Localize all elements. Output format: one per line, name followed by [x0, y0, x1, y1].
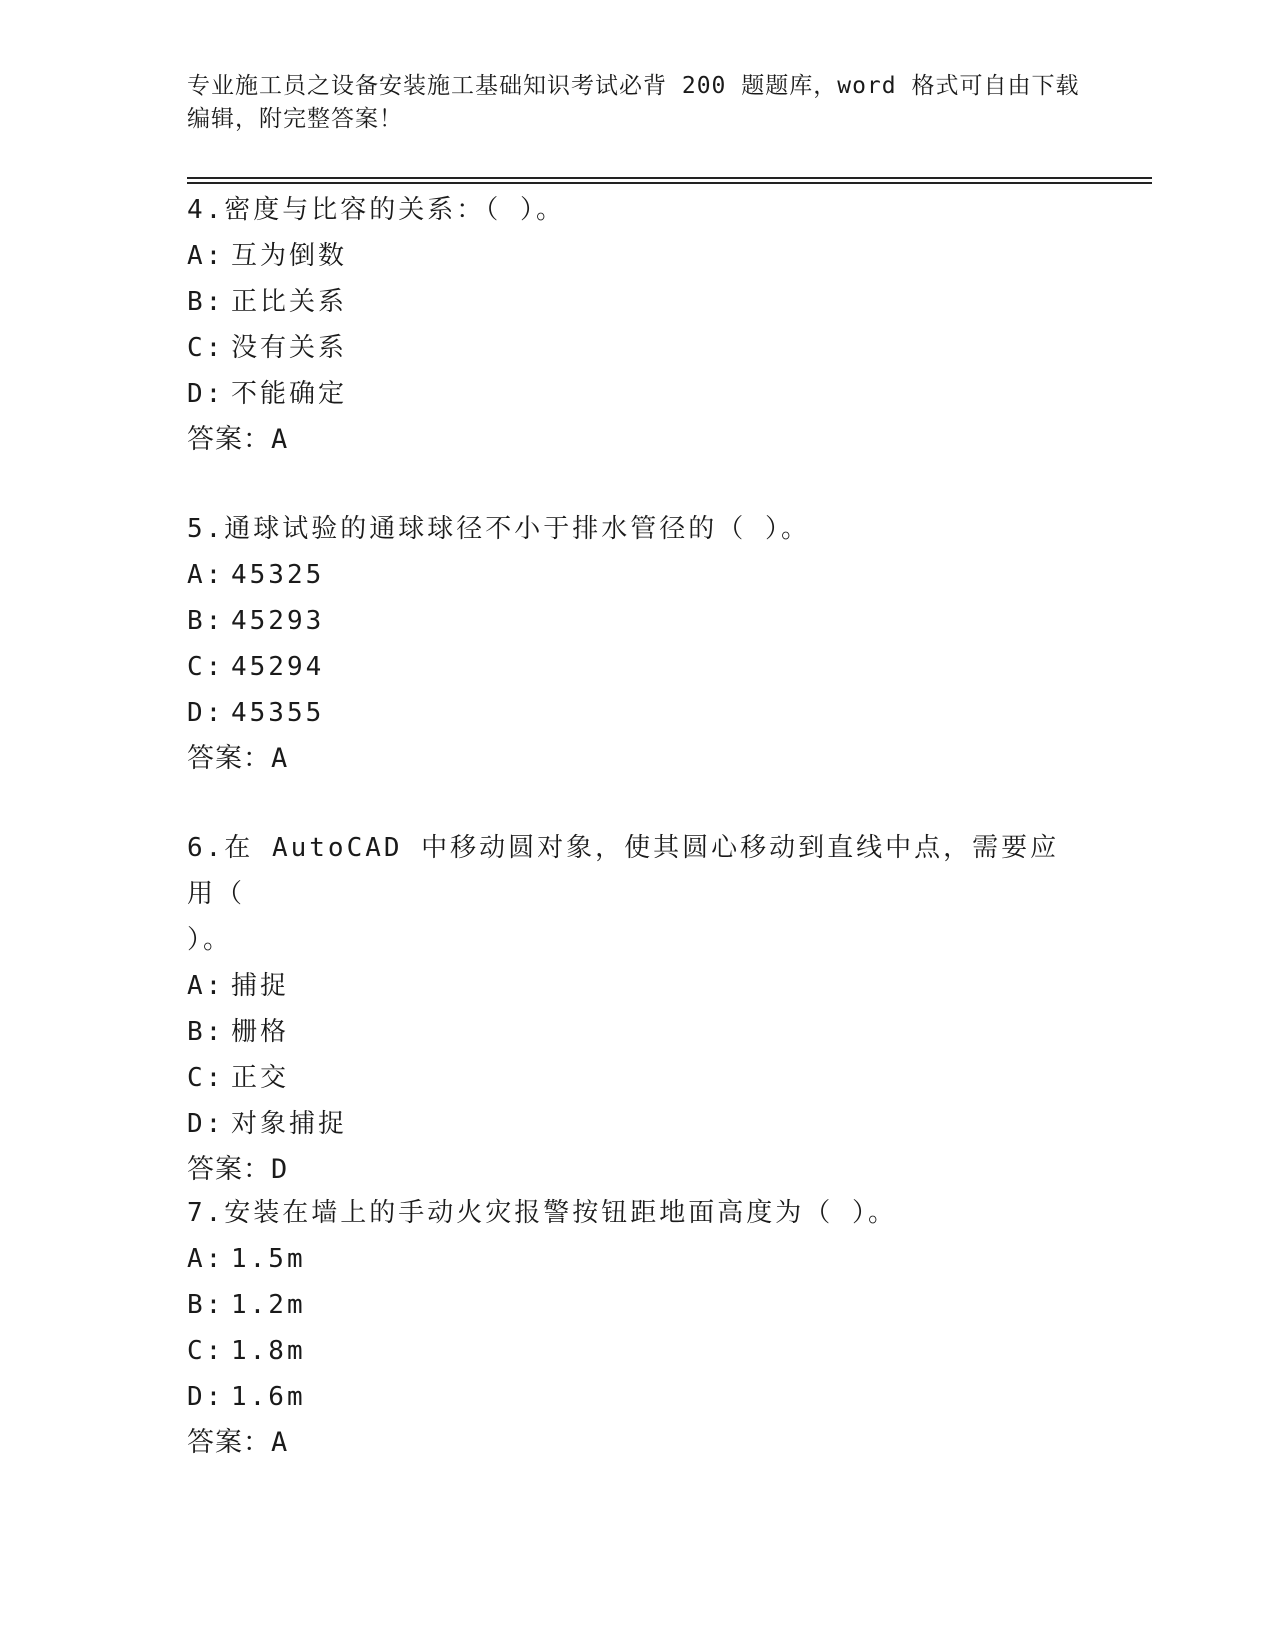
answer-value: A [271, 743, 289, 774]
option-b [187, 279, 1087, 325]
option-d [187, 1101, 1087, 1147]
option-text: 不能确定 [231, 379, 348, 409]
header-divider-top [187, 177, 1152, 179]
option-text: 45355 [231, 698, 325, 728]
option-key: D: [187, 1382, 225, 1412]
option-key: D: [187, 379, 225, 409]
option-key: B: [187, 1017, 225, 1047]
option-c [187, 325, 1087, 371]
option-c [187, 1055, 1087, 1101]
option-key: B: [187, 1290, 225, 1320]
option-d [187, 1374, 1087, 1420]
option-text: 1.8m [231, 1336, 306, 1366]
question-stem-line: 6.在 AutoCAD 中移动圆对象，使其圆心移动到直线中点，需要应用（ [187, 833, 1060, 909]
option-a [187, 233, 1087, 279]
option-text: 45294 [231, 652, 325, 682]
answer-line [187, 1147, 1087, 1193]
answer-line [187, 417, 1087, 463]
question-5 [187, 506, 1087, 782]
option-c [187, 644, 1087, 690]
option-b [187, 1282, 1087, 1328]
answer-value: D [271, 1154, 289, 1185]
header-divider-bottom [187, 182, 1152, 184]
option-key: A: [187, 241, 225, 271]
option-text: 对象捕捉 [231, 1109, 348, 1139]
option-text: 45325 [231, 560, 325, 590]
option-a [187, 963, 1087, 1009]
answer-value: A [271, 1427, 289, 1458]
option-b [187, 1009, 1087, 1055]
question-stem-line: 4.密度与比容的关系：（ ）。 [187, 195, 565, 225]
option-key: C: [187, 333, 225, 363]
question-4 [187, 187, 1087, 463]
option-text: 1.2m [231, 1290, 306, 1320]
answer-line [187, 1420, 1087, 1466]
question-stem [187, 506, 1087, 552]
option-text: 1.6m [231, 1382, 306, 1412]
option-text: 互为倒数 [231, 241, 348, 271]
header-line-1: 专业施工员之设备安装施工基础知识考试必背 200 题题库，word 格式可自由下载 [187, 73, 1080, 99]
question-stem-line: 5.通球试验的通球球径不小于排水管径的（ ）。 [187, 514, 810, 544]
option-key: C: [187, 652, 225, 682]
option-key: C: [187, 1063, 225, 1093]
option-key: B: [187, 287, 225, 317]
option-a [187, 1236, 1087, 1282]
question-7 [187, 1190, 1087, 1466]
option-text: 45293 [231, 606, 325, 636]
option-text: 正比关系 [231, 287, 348, 317]
option-c [187, 1328, 1087, 1374]
option-key: A: [187, 1244, 225, 1274]
option-text: 捕捉 [231, 971, 290, 1001]
option-key: A: [187, 971, 225, 1001]
option-key: A: [187, 560, 225, 590]
question-stem [187, 187, 1087, 233]
question-stem-line: ）。 [187, 925, 233, 955]
option-key: D: [187, 698, 225, 728]
option-text: 正交 [231, 1063, 290, 1093]
answer-label: 答案： [187, 424, 271, 455]
header-line-2: 编辑，附完整答案！ [187, 106, 403, 132]
question-stem [187, 825, 1087, 963]
answer-label: 答案： [187, 743, 271, 774]
option-text: 栅格 [231, 1017, 290, 1047]
option-b [187, 598, 1087, 644]
option-key: D: [187, 1109, 225, 1139]
option-text: 1.5m [231, 1244, 306, 1274]
option-d [187, 371, 1087, 417]
answer-value: A [271, 424, 289, 455]
option-d [187, 690, 1087, 736]
option-a [187, 552, 1087, 598]
option-key: B: [187, 606, 225, 636]
option-text: 没有关系 [231, 333, 348, 363]
answer-label: 答案： [187, 1154, 271, 1185]
answer-label: 答案： [187, 1427, 271, 1458]
question-6 [187, 825, 1087, 1193]
option-key: C: [187, 1336, 225, 1366]
answer-line [187, 736, 1087, 782]
question-stem-line: 7.安装在墙上的手动火灾报警按钮距地面高度为（ ）。 [187, 1198, 897, 1228]
question-stem [187, 1190, 1087, 1236]
document-header [187, 70, 1087, 136]
